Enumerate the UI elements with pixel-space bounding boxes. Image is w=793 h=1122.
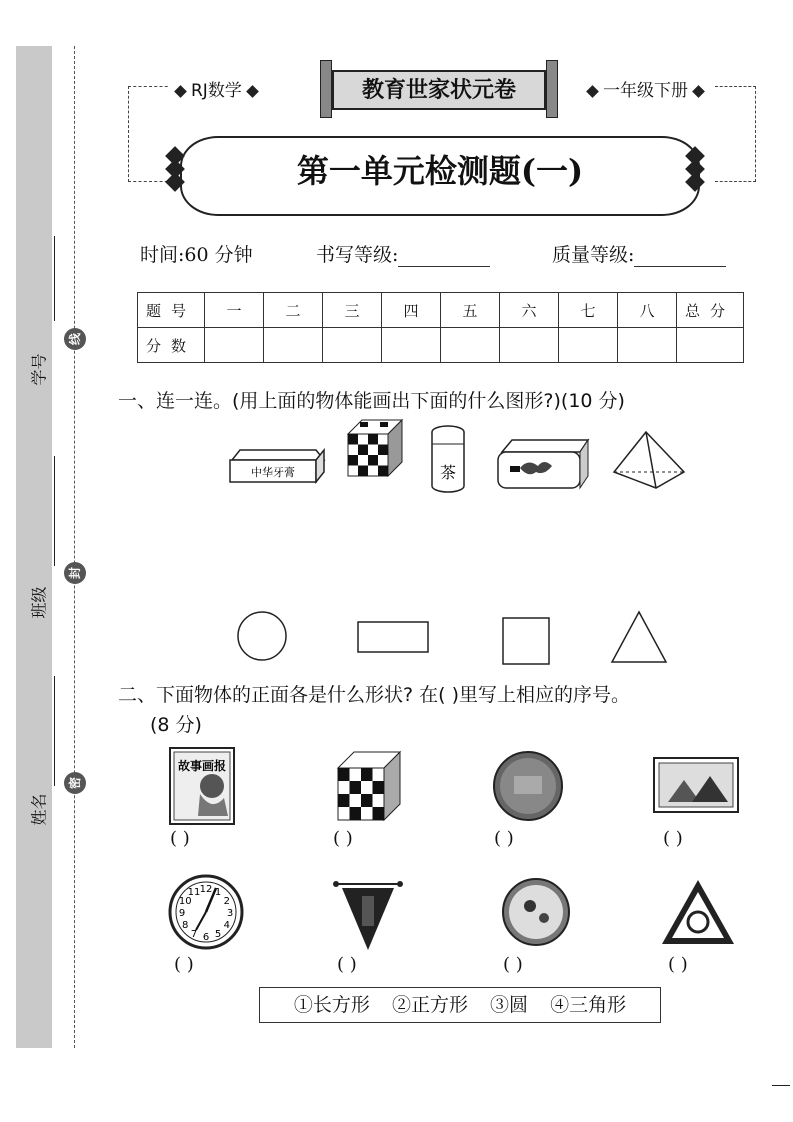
clock-face (170, 874, 246, 950)
header-right (580, 76, 711, 101)
clock-numeral: 7 (190, 928, 198, 940)
roundabout-sign-image (662, 880, 734, 944)
cut-line (74, 46, 75, 1048)
quality-grade-label: 质量等级: (552, 244, 635, 266)
score-col: 八 (618, 293, 677, 328)
diamond-icon (586, 85, 599, 98)
quality-grade (552, 240, 726, 267)
clock-numeral: 11 (187, 887, 201, 899)
badge-image (503, 879, 569, 945)
pencil-case-image[interactable] (498, 440, 588, 488)
q2-text: 二、下面物体的正面各是什么形状? 在( )里写上相应的序号。 (118, 684, 630, 706)
q2-objects (160, 746, 750, 956)
score-cell[interactable] (618, 328, 677, 363)
score-cell[interactable] (559, 328, 618, 363)
legend-item: ③圆 (490, 994, 529, 1016)
q2-points: (8 分) (150, 714, 202, 736)
score-col: 五 (441, 293, 500, 328)
series-title: 教育世家状元卷 (332, 70, 546, 110)
legend-item: ①长方形 (293, 994, 370, 1016)
name-label: 姓名 (29, 793, 49, 826)
page-title: 第一单元检测题(一) (296, 152, 584, 190)
score-cell[interactable] (323, 328, 382, 363)
class-label: 班级 (29, 586, 49, 619)
pyramid-painting-image (654, 758, 738, 812)
toothpaste-label: 中华牙膏 (251, 466, 295, 479)
answer-paren-7[interactable]: ( ) (503, 954, 523, 975)
square-shape[interactable] (503, 618, 549, 664)
clock-numeral: 10 (178, 896, 192, 907)
coin-image (494, 752, 562, 820)
binding-strip (16, 46, 52, 1048)
writing-grade-label: 书写等级: (316, 244, 399, 266)
rubik-cube-image-2 (338, 752, 400, 820)
clock-numeral: 12 (199, 884, 213, 895)
answer-paren-2[interactable]: ( ) (333, 828, 353, 849)
header-left (168, 76, 265, 101)
seal-line: 线 (64, 328, 86, 350)
diamond-icon (174, 85, 187, 98)
tea-label: 茶 (439, 463, 457, 482)
toothpaste-box-image[interactable] (230, 450, 324, 482)
page-mark (772, 1085, 790, 1086)
clock-numeral: 4 (223, 920, 230, 931)
name-blank (54, 676, 56, 786)
clock-numeral: 5 (214, 928, 222, 940)
score-col: 二 (264, 293, 323, 328)
circle-shape[interactable] (238, 612, 286, 660)
score-col: 三 (323, 293, 382, 328)
score-table (137, 292, 744, 363)
student-no-blank (54, 236, 56, 321)
q1-text: 一、连一连。(用上面的物体能画出下面的什么图形?)(10 分) (118, 390, 625, 412)
seal-seal: 封 (64, 562, 86, 584)
scroll-cap-right (546, 60, 558, 118)
score-value-label: 分数 (138, 328, 205, 363)
legend-item: ②正方形 (391, 994, 468, 1016)
pennant-image (333, 881, 403, 950)
score-col: 七 (559, 293, 618, 328)
q1-shapes (230, 606, 670, 670)
seal-secret: 密 (64, 772, 86, 794)
clock-numeral: 1 (214, 887, 222, 899)
diamond-icon (692, 85, 705, 98)
clock-numeral: 9 (178, 908, 186, 919)
score-col: 四 (382, 293, 441, 328)
clock-numeral: 6 (202, 932, 210, 943)
writing-grade (316, 240, 490, 267)
answer-paren-3[interactable]: ( ) (494, 828, 514, 849)
answer-paren-1[interactable]: ( ) (170, 828, 190, 849)
triangle-shape[interactable] (612, 612, 666, 662)
scroll-cap-left (320, 60, 332, 118)
series-banner (320, 58, 558, 118)
score-cell[interactable] (264, 328, 323, 363)
clock-numeral: 2 (223, 896, 230, 907)
shape-legend (259, 987, 661, 1023)
rubik-cube-image[interactable] (348, 420, 402, 476)
score-cell[interactable] (441, 328, 500, 363)
legend-item: ④三角形 (550, 994, 627, 1016)
clock-numeral: 8 (182, 920, 189, 931)
subject-label: RJ数学 (191, 81, 242, 101)
answer-paren-8[interactable]: ( ) (668, 954, 688, 975)
score-cell[interactable] (677, 328, 744, 363)
score-col: 一 (205, 293, 264, 328)
writing-grade-field[interactable] (398, 248, 490, 267)
book-char: 故事画报 (178, 759, 227, 773)
quality-grade-field[interactable] (634, 248, 726, 267)
score-value-row (138, 328, 744, 363)
rectangle-shape[interactable] (358, 622, 428, 652)
answer-paren-4[interactable]: ( ) (663, 828, 683, 849)
student-no-label: 学号 (29, 353, 49, 386)
connector-right (715, 86, 756, 182)
storybook-image (170, 748, 234, 824)
score-header-label: 题号 (138, 293, 205, 328)
diamond-icon (246, 85, 259, 98)
answer-paren-5[interactable]: ( ) (174, 954, 194, 975)
score-col-total: 总分 (677, 293, 744, 328)
score-cell[interactable] (500, 328, 559, 363)
class-blank (54, 456, 56, 566)
score-col: 六 (500, 293, 559, 328)
grade-label: 一年级下册 (603, 81, 688, 101)
tea-can-image[interactable] (432, 426, 464, 492)
answer-paren-6[interactable]: ( ) (337, 954, 357, 975)
score-header-row (138, 293, 744, 328)
time-limit: 时间:60 分钟 (140, 244, 253, 266)
pyramid-image[interactable] (614, 432, 684, 488)
score-cell[interactable] (205, 328, 264, 363)
score-cell[interactable] (382, 328, 441, 363)
q1-objects (220, 418, 700, 502)
clock-numeral: 3 (226, 908, 234, 919)
